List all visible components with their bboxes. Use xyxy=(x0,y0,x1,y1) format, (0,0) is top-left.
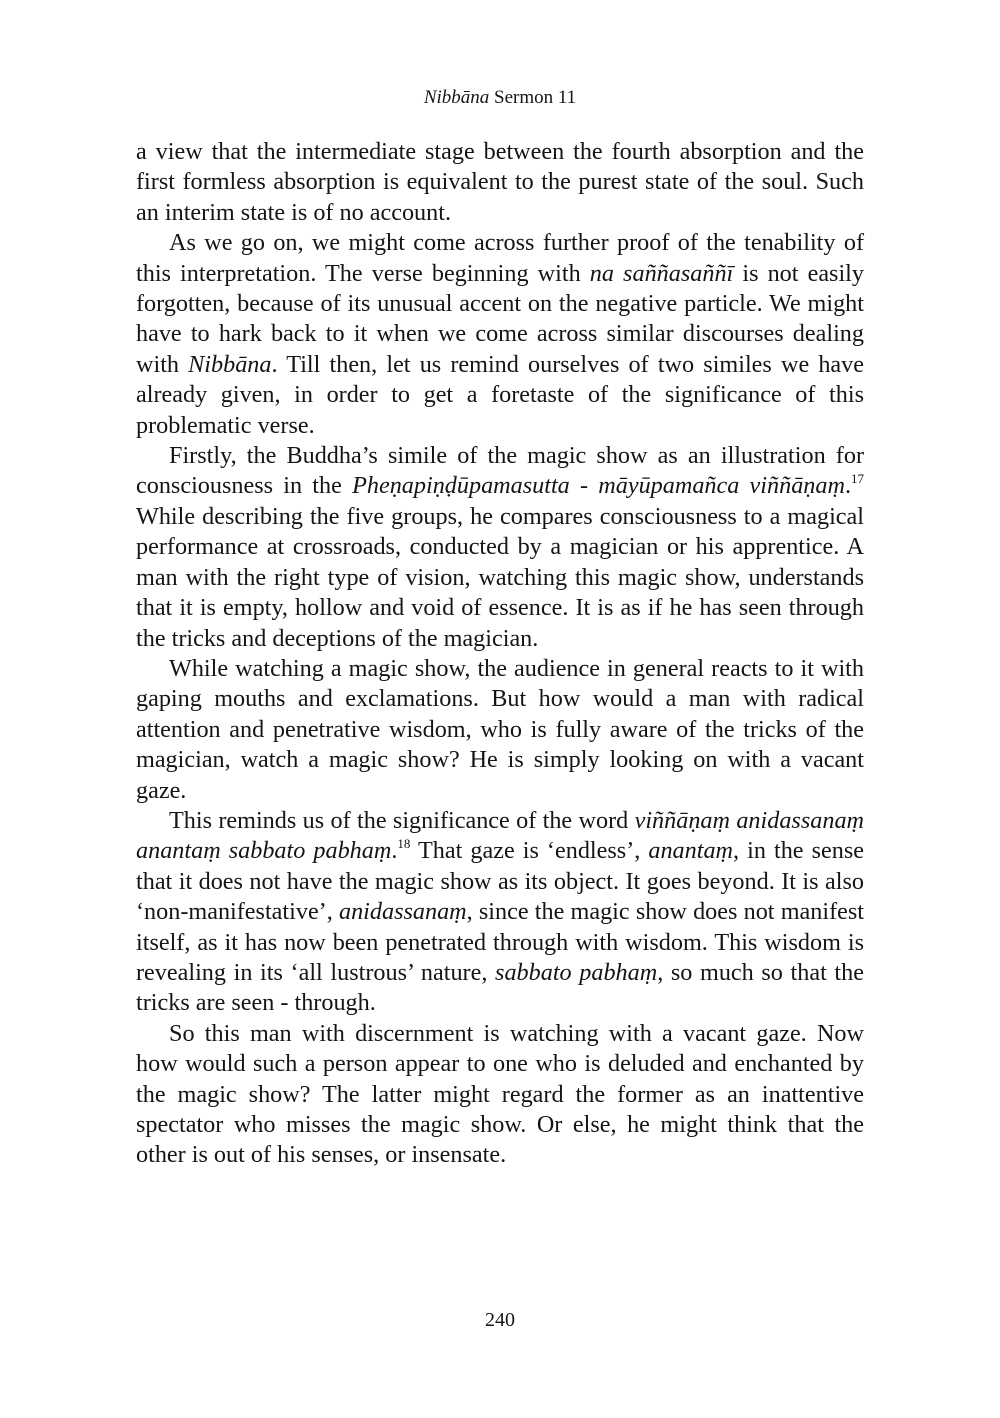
page-number: 240 xyxy=(485,1309,515,1331)
body-text xyxy=(136,137,864,1171)
text-run: So this man with discernment is watching with a vacant gaze. Now how would such a person appear to one who is deluded and enchanted by the magic show? The latter might regard the former as an inattentive spectator who misses the magic show. Or else, he might think that the other is out of his senses, or insensate. xyxy=(136,1019,864,1169)
paragraph xyxy=(136,441,864,654)
pali-term: anantaṃ xyxy=(648,837,734,865)
text-run: . xyxy=(844,472,851,500)
paragraph xyxy=(136,654,864,806)
paragraph xyxy=(136,137,864,228)
running-header xyxy=(0,86,1000,110)
text-run: That gaze is ‘endless’, xyxy=(410,837,649,865)
text-run: While describing the five groups, he compares consciousness to a magical performance at crossroads, conducted by a magician or his apprentice. A man with the right type of vision, watching this magic show, understands that it is empty, hollow and void of essence. It is as if he has seen through the tricks and deceptions of the magician. xyxy=(136,502,864,652)
pali-term: Pheṇapiṇḍūpamasutta - māyūpamañca viññāṇaṃ xyxy=(352,472,845,500)
text-run: This reminds us of the significance of the word xyxy=(169,806,635,834)
paragraph xyxy=(136,1019,864,1171)
paragraph xyxy=(136,806,864,1019)
text-run: While watching a magic show, the audience in general reacts to it with gaping mouths and exclamations. But how would a man with radical attention and penetrative wisdom, who is fully aware of the tricks of the magician, watch a magic show? He is simply looking on with a vacant gaze. xyxy=(136,654,864,804)
footnote-ref: 17 xyxy=(851,471,864,487)
text-run: is not easily forgotten, because of its unusual accent on the negative particle. We might have to hark back to it when we come across similar discourses dealing with xyxy=(136,259,864,378)
paragraph xyxy=(136,228,864,441)
pali-term: Nibbāna xyxy=(188,350,272,378)
text-run: , since the magic show does not manifest itself, as it has now been penetrated through with wisdom. This wisdom is revealing in its ‘all lustrous’ nature, xyxy=(136,898,864,986)
pali-term: anidassanaṃ xyxy=(338,898,467,926)
running-header-italic: Nibbāna xyxy=(423,87,490,108)
text-run: , so much so that the tricks are seen - through. xyxy=(136,958,864,1017)
running-header-rest: Sermon 11 xyxy=(489,87,577,108)
text-run: As we go on, we might come across further proof of the tenability of this interpretation. The verse beginning with xyxy=(136,229,864,287)
footnote-ref: 18 xyxy=(397,836,411,852)
text-run: , in the sense that it does not have the magic show as its object. It goes beyond. It is also ‘non-manifestative’, xyxy=(136,837,864,926)
text-run: a view that the intermediate stage between the fourth absorption and the first formless absorption is equivalent to the purest state of the soul. Such an interim state is of no account. xyxy=(136,138,864,226)
pali-term: na saññasaññī xyxy=(589,259,734,287)
text-run: . Till then, let us remind ourselves of two similes we have already given, in order to get a foretaste of the significance of this problematic verse. xyxy=(136,350,864,439)
text-run: Firstly, the Buddha’s simile of the magic show as an illustration for consciousness in the xyxy=(136,442,864,500)
pali-term: sabbato pabhaṃ xyxy=(495,958,658,986)
text-run: . xyxy=(391,837,398,865)
pali-term: viññāṇaṃ anidassanaṃ anantaṃ sabbato pabhaṃ xyxy=(136,806,865,865)
